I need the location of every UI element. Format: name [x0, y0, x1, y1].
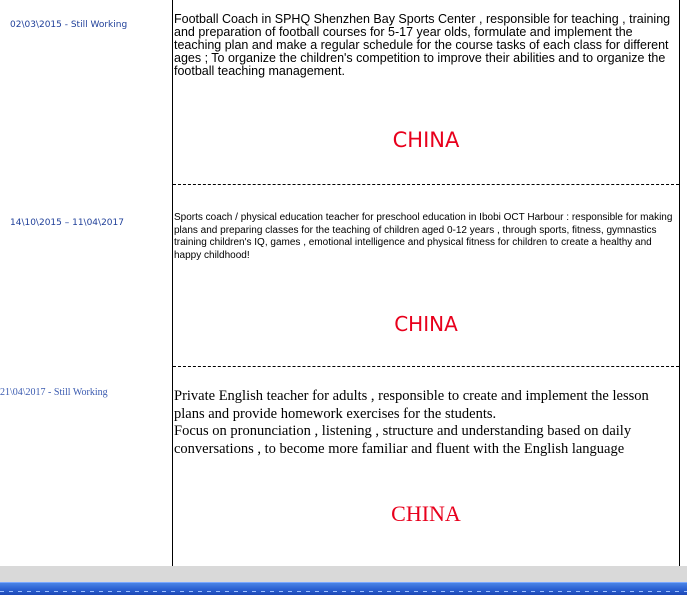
entry-2-country: CHINA: [394, 312, 458, 336]
entry-3-description-line-2: Focus on pronunciation , listening , structure and understanding based on daily conversations , to become more familiar and fluent with the English language: [174, 423, 632, 457]
entry-3-country: CHINA: [391, 501, 461, 526]
taskbar-pattern: [0, 591, 687, 592]
entry-1-country: CHINA: [392, 128, 460, 152]
window-bottom-gap: [0, 566, 687, 582]
entry-3-description-line-1: Private English teacher for adults , responsible to create and implement the lesson plans and provide homework exercises for the students.: [174, 388, 649, 422]
entry-1-description: Football Coach in SPHQ Shenzhen Bay Sports Center , responsible for teaching , training and preparation of football courses for 5-17 year olds, formulate and implement the teaching plan and make a regular schedule for the course tasks of each class for different ages ; To organize the children's competition to improve their abilities and to organize the football teaching management.: [174, 12, 671, 78]
entry-3-description: [174, 388, 674, 458]
table-right-border: [679, 0, 680, 566]
entry-2-description: Sports coach / physical education teacher for preschool education in Ibobi OCT Harbour : responsible for making plans and preparing classes for the teaching of children aged 0-12 years , through sports, fitness, gymnastics training children's IQ, games , emotional intelligence and physical fitness for children to create a healthy and happy childhood!: [174, 212, 673, 261]
entry-1-date: 02\03\2015 - Still Working: [10, 20, 128, 30]
divider-dashed-2: [173, 366, 679, 367]
entry-2-date: 14\10\2015 – 11\04\2017: [10, 218, 124, 228]
entry-3-date: 21\04\2017 - Still Working: [0, 387, 108, 398]
table-left-border: [172, 0, 173, 566]
taskbar[interactable]: [0, 582, 687, 595]
divider-dashed-1: [173, 184, 679, 185]
